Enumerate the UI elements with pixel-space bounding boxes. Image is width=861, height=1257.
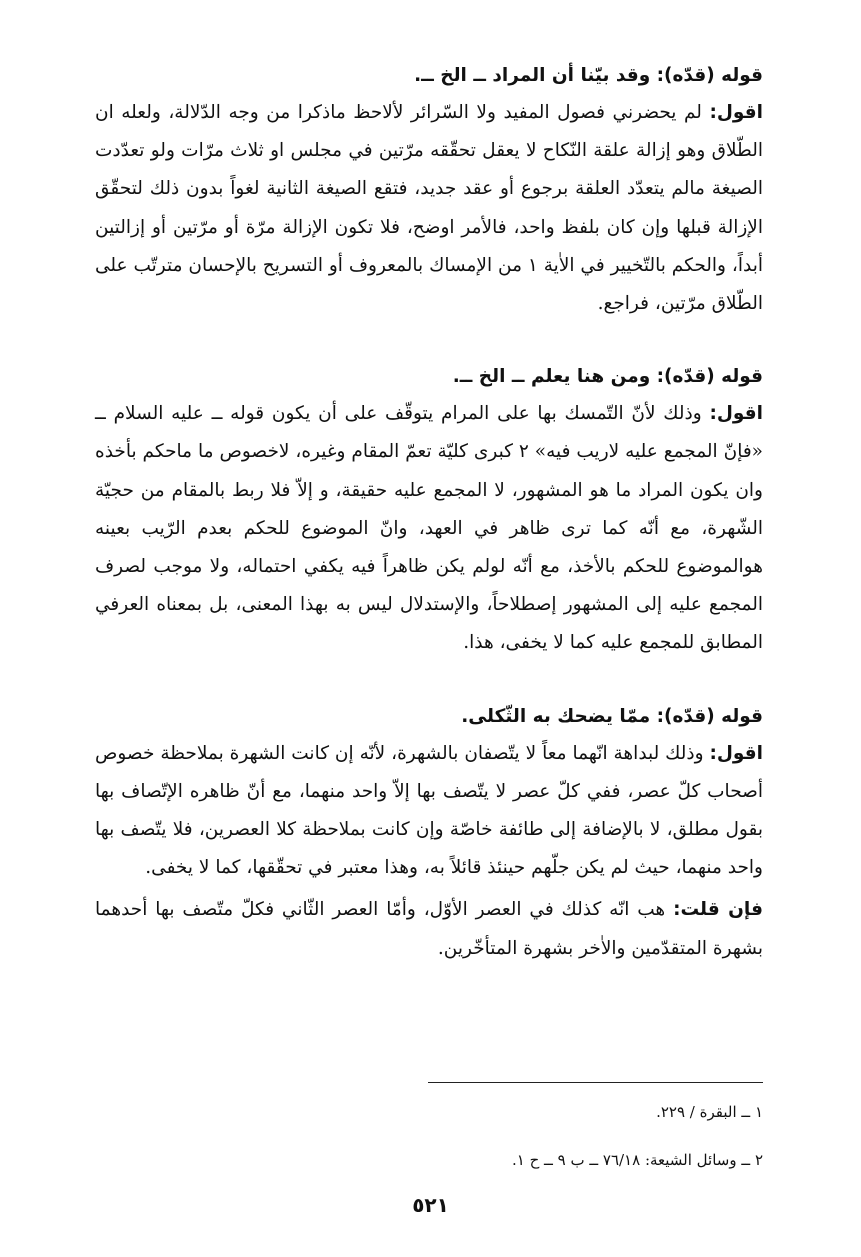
footnote-separator <box>428 1082 763 1083</box>
paragraph-text: لم يحضرني فصول المفيد ولا السّرائر لألاحظ ماذكرا من وجه الدّلالة، ولعله ان الطّلاق وهو إزالة علقة النّكاح لا يعقل تحقّقه مرّتين في مجلس او ثلاث مرّات ولو تعدّدت الصيغة مالم يتعدّد العلقة برجوع أو عقد جديد، فتقع الصيغة الثانية لغواً بدون ذلك لتحقّق الإزالة قبلها وإن كان بلفظ واحد، فالأمر اوضح، فلا تكون الإزالة مرّة أو مرّتين أو إزالتين أبداً، والحكم بالتّخيير في الاٰية ١ من الإمساك بالمعروف أو التسريح بالإحسان مترتّب على الطّلاق مرّتين، فراجع. <box>95 102 763 315</box>
section-heading: قوله (قدّه): وقد بيّنا أن المراد ــ الخ ــ. <box>414 65 763 86</box>
section-1 <box>95 58 763 323</box>
paragraph-lead: فإن قلت: <box>673 899 763 921</box>
paragraph-lead: اقول: <box>709 742 763 764</box>
footnote: ٢ ــ وسائل الشيعة: ٧٦/١٨ ــ ب ٩ ــ ح ١. <box>511 1151 763 1169</box>
section-heading: قوله (قدّه): ومن هنا يعلم ــ الخ ــ. <box>452 366 763 388</box>
section-heading: قوله (قدّه): ممّا يضحك به الثّكلى. <box>461 705 763 727</box>
section-3 <box>95 699 763 968</box>
page-body <box>95 58 763 968</box>
paragraph <box>95 891 763 967</box>
paragraph-text: وذلك لأنّ التّمسك بها على المرام يتوقّف على أن يكون قوله ــ عليه السلام ــ «فإنّ المجمع عليه لاريب فيه» ٢ كبرى كليّة تعمّ المقام وغيره، لاخصوص ما ماحكم بأخذه وان يكون المراد ما هو المشهور، لا المجمع عليه حقيقة، و إلاّ فلا ربط بالمقام من حجيّة الشّهرة، مع أنّه كما ترى ظاهر في العهد، وانّ الموضوع للحكم بعدم الرّيب بعينه هوالموضوع للحكم بالأخذ، مع أنّه لولم يكن ظاهراً فيه يكفي احتماله، ولا موجب لصرف المجمع عليه إلى المشهور إصطلاحاً، والإستدلال ليس به بهذا المعنى، بل بمعناه العرفي المطابق للمجمع عليه كما لا يخفى، هذا. <box>95 403 763 654</box>
footnote: ١ ــ البقرة / ٢٢٩. <box>656 1103 763 1121</box>
paragraph <box>95 94 763 323</box>
paragraph-text: وذلك لبداهة انّهما معاً لا يتّصفان بالشهرة، لأنّه إن كانت الشهرة بملاحظة خصوص أصحاب كلّ عصر، ففي كلّ عصر لا يتّصف بها إلاّ واحد منهما، مع أنّ ظاهره الإتّصاف بها بقول مطلق، لا بالإضافة إلى طائفة خاصّة وإن كانت بملاحظة كلا العصرين، فلا يتّصف بها واحد منهما، حيث لم يكن جلّهم حينئذ قائلاً به، وهذا معتبر في تحقّقها، كما لا يخفى. <box>95 742 763 879</box>
paragraph <box>95 395 763 662</box>
page-number: ٥٢١ <box>412 1193 449 1217</box>
paragraph-text: هب انّه كذلك في العصر الأوّل، وأمّا العصر الثّاني فكلّ متّصف بها أحدهما بشهرة المتقدّمين والاٰخر بشهرة المتأخّرين. <box>95 899 763 959</box>
section-2 <box>95 359 763 662</box>
footnotes <box>363 1098 763 1194</box>
paragraph-lead: اقول: <box>709 403 763 425</box>
paragraph <box>95 735 763 888</box>
paragraph-lead: اقول: <box>709 102 763 123</box>
